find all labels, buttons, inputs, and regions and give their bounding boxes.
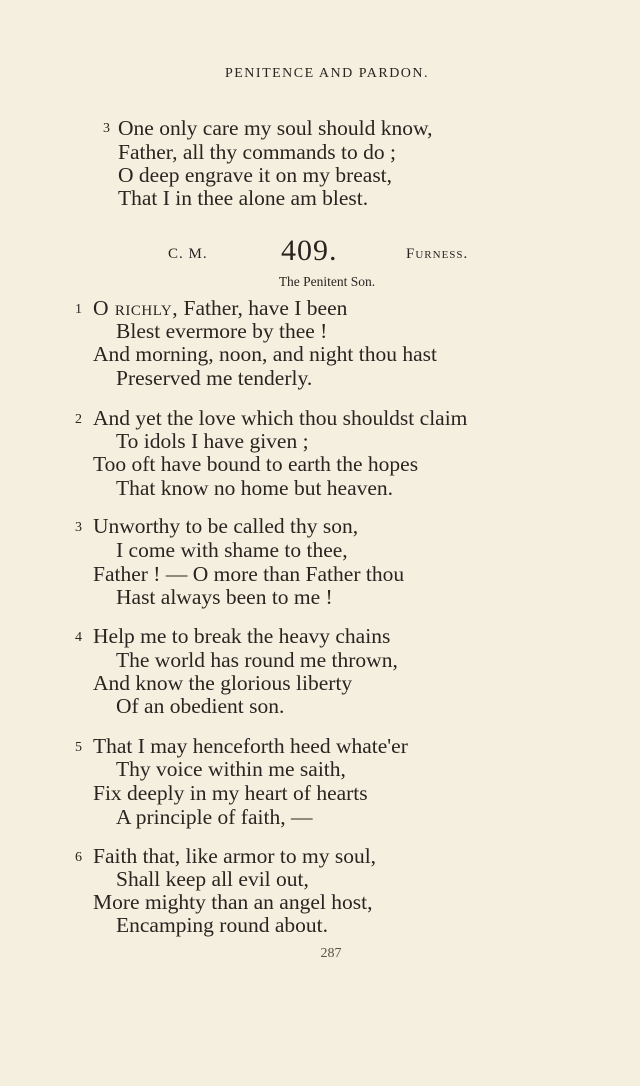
verse-line: That know no home but heaven.: [116, 476, 394, 500]
verse-line: Unworthy to be called thy son,: [93, 514, 359, 538]
verse-line: Thy voice within me saith,: [116, 757, 346, 781]
hymn-meter: C. M.: [168, 246, 208, 262]
running-head: PENITENCE AND PARDON.: [224, 66, 430, 81]
verse-line: Too oft have bound to earth the hopes: [93, 452, 419, 476]
hymn-subtitle: The Penitent Son.: [278, 274, 376, 289]
verse-line: Shall keep all evil out,: [116, 867, 309, 891]
verse-line: O deep engrave it on my breast,: [118, 163, 393, 187]
verse-number: 1: [75, 302, 82, 317]
verse-line: Blest evermore by thee !: [116, 319, 328, 343]
verse-line: Encamping round about.: [116, 913, 328, 937]
verse-line: More mighty than an angel host,: [93, 890, 373, 914]
verse-line: That I in thee alone am blest.: [118, 186, 369, 210]
verse-line: Preserved me tenderly.: [116, 366, 313, 390]
verse-line: Help me to break the heavy chains: [93, 624, 391, 648]
hymn-header: [0, 234, 640, 272]
verse-line-rest: Father, have I been: [178, 296, 348, 320]
verse-line: A principle of faith, —: [116, 805, 313, 829]
verse-number: 3: [103, 121, 110, 136]
verse-number: 3: [75, 520, 82, 535]
verse-number: 2: [75, 412, 82, 427]
verse-first-words: O richly,: [93, 296, 179, 320]
hymn-number: 409.: [281, 234, 338, 267]
verse-line: And know the glorious liberty: [93, 671, 353, 695]
verse-number: 5: [75, 740, 82, 755]
verse-line: Father, all thy commands to do ;: [118, 140, 396, 164]
verse-line: I come with shame to thee,: [116, 538, 348, 562]
verse-line: The world has round me thrown,: [116, 648, 398, 672]
verse-line: To idols I have given ;: [116, 429, 309, 453]
tune-name: Furness.: [406, 246, 469, 262]
verse-line: Faith that, like armor to my soul,: [93, 844, 377, 868]
verse-line: Of an obedient son.: [116, 694, 285, 718]
verse-line: [93, 296, 347, 320]
verse-line: That I may henceforth heed whate'er: [93, 734, 408, 758]
verse-line: Father ! — O more than Father thou: [93, 562, 405, 586]
verse-line: Hast always been to me !: [116, 585, 333, 609]
verse-number: 4: [75, 630, 82, 645]
verse-line: And morning, noon, and night thou hast: [93, 342, 437, 366]
verse-line: One only care my soul should know,: [118, 116, 433, 140]
page-number: 287: [320, 946, 342, 961]
verse-line: Fix deeply in my heart of hearts: [93, 781, 368, 805]
verse-line: And yet the love which thou shouldst claim: [93, 406, 468, 430]
verse-number: 6: [75, 850, 82, 865]
